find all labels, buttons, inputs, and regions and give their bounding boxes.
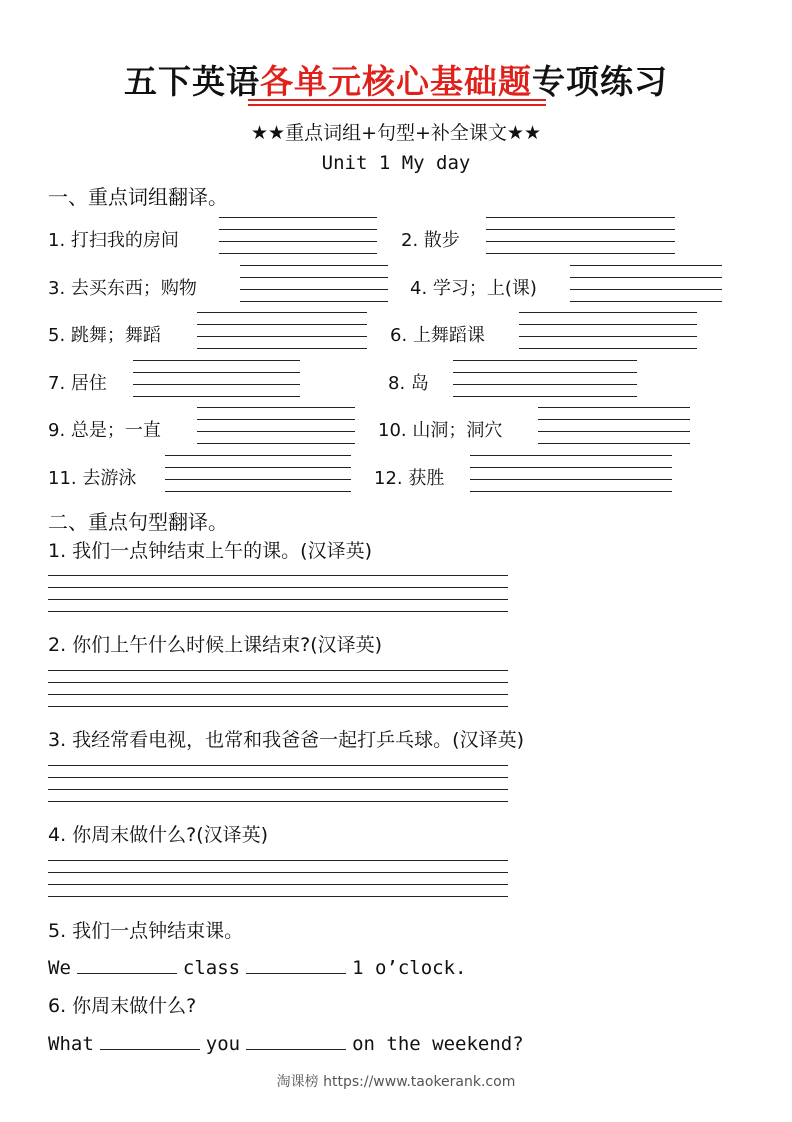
section-1-heading: 一、重点词组翻译。 [48, 185, 228, 209]
answer-line[interactable] [570, 277, 722, 278]
answer-line[interactable] [48, 575, 508, 576]
answer-line[interactable] [197, 443, 355, 444]
answer-line[interactable] [165, 479, 351, 480]
subtitle: ★★重点词组+句型+补全课文★★ [251, 122, 541, 144]
answer-line[interactable] [470, 467, 672, 468]
answer-line[interactable] [470, 491, 672, 492]
answer-line[interactable] [538, 419, 690, 420]
fill-blank[interactable] [77, 955, 177, 974]
answer-line[interactable] [48, 587, 508, 588]
fill-blank[interactable] [100, 1031, 200, 1050]
answer-line[interactable] [48, 860, 508, 861]
answer-line[interactable] [48, 682, 508, 683]
sentence-prompt: 5. 我们一点钟结束课。 [48, 920, 244, 942]
phrase-label: 1. 打扫我的房间 [48, 230, 179, 251]
phrase-label: 12. 获胜 [374, 468, 445, 489]
answer-line[interactable] [197, 431, 355, 432]
phrase-label: 6. 上舞蹈课 [390, 325, 485, 346]
answer-line[interactable] [197, 348, 367, 349]
sentence-prompt: 6. 你周末做什么? [48, 995, 197, 1017]
answer-line[interactable] [48, 896, 508, 897]
answer-line[interactable] [570, 265, 722, 266]
answer-line[interactable] [197, 407, 355, 408]
phrase-label: 5. 跳舞；舞蹈 [48, 325, 161, 346]
answer-line[interactable] [486, 253, 675, 254]
title-prefix: 五下英语 [124, 62, 260, 101]
answer-line[interactable] [219, 241, 377, 242]
fill-in-sentence [48, 955, 466, 979]
answer-line[interactable] [538, 431, 690, 432]
answer-line[interactable] [538, 407, 690, 408]
answer-line[interactable] [470, 455, 672, 456]
answer-line[interactable] [165, 455, 351, 456]
answer-line[interactable] [48, 777, 508, 778]
fill-word: We [48, 957, 71, 979]
answer-line[interactable] [240, 265, 388, 266]
answer-line[interactable] [48, 801, 508, 802]
phrase-label: 8. 岛 [388, 373, 429, 394]
phrase-label: 10. 山洞；洞穴 [378, 420, 503, 441]
sentence-prompt: 1. 我们一点钟结束上午的课。(汉译英) [48, 540, 372, 562]
answer-line[interactable] [48, 611, 508, 612]
answer-line[interactable] [133, 372, 300, 373]
answer-line[interactable] [453, 396, 637, 397]
fill-word: 1 o’clock. [352, 957, 467, 979]
phrase-label: 4. 学习；上(课) [410, 278, 537, 299]
answer-line[interactable] [48, 694, 508, 695]
answer-line[interactable] [165, 467, 351, 468]
sentence-prompt: 2. 你们上午什么时候上课结束?(汉译英) [48, 634, 383, 656]
answer-line[interactable] [133, 384, 300, 385]
answer-line[interactable] [197, 324, 367, 325]
answer-line[interactable] [486, 217, 675, 218]
phrase-label: 7. 居住 [48, 373, 107, 394]
fill-blank[interactable] [246, 1031, 346, 1050]
answer-line[interactable] [197, 419, 355, 420]
answer-line[interactable] [486, 241, 675, 242]
answer-line[interactable] [219, 253, 377, 254]
answer-line[interactable] [486, 229, 675, 230]
answer-line[interactable] [219, 229, 377, 230]
title-highlight: 各单元核心基础题 [260, 62, 532, 101]
answer-line[interactable] [240, 289, 388, 290]
answer-line[interactable] [48, 599, 508, 600]
answer-line[interactable] [519, 336, 697, 337]
footer-watermark: 淘课榜 https://www.taokerank.com [276, 1074, 516, 1090]
fill-in-sentence [48, 1031, 524, 1055]
answer-line[interactable] [570, 289, 722, 290]
phrase-label: 3. 去买东西；购物 [48, 278, 197, 299]
answer-line[interactable] [538, 443, 690, 444]
sentence-prompt: 4. 你周末做什么?(汉译英) [48, 824, 269, 846]
answer-line[interactable] [48, 872, 508, 873]
fill-word: What [48, 1033, 94, 1055]
page-title [0, 56, 792, 103]
answer-line[interactable] [48, 789, 508, 790]
answer-line[interactable] [48, 670, 508, 671]
answer-line[interactable] [453, 372, 637, 373]
answer-line[interactable] [197, 336, 367, 337]
fill-blank[interactable] [246, 955, 346, 974]
answer-line[interactable] [197, 312, 367, 313]
answer-line[interactable] [165, 491, 351, 492]
title-underline-top [248, 99, 546, 101]
phrase-label: 9. 总是；一直 [48, 420, 161, 441]
answer-line[interactable] [48, 706, 508, 707]
sentence-prompt: 3. 我经常看电视，也常和我爸爸一起打乒乓球。(汉译英) [48, 729, 524, 751]
answer-line[interactable] [219, 217, 377, 218]
answer-line[interactable] [133, 396, 300, 397]
answer-line[interactable] [453, 360, 637, 361]
answer-line[interactable] [519, 348, 697, 349]
answer-line[interactable] [240, 301, 388, 302]
fill-word: on the weekend? [352, 1033, 524, 1055]
answer-line[interactable] [453, 384, 637, 385]
phrase-label: 2. 散步 [401, 230, 460, 251]
answer-line[interactable] [48, 765, 508, 766]
answer-line[interactable] [470, 479, 672, 480]
unit-heading: Unit 1 My day [321, 152, 471, 174]
answer-line[interactable] [570, 301, 722, 302]
answer-line[interactable] [519, 324, 697, 325]
answer-line[interactable] [240, 277, 388, 278]
fill-word: you [205, 1033, 241, 1055]
answer-line[interactable] [48, 884, 508, 885]
fill-word: class [182, 957, 241, 979]
title-underline-bottom [248, 104, 546, 106]
answer-line[interactable] [519, 312, 697, 313]
title-suffix: 专项练习 [532, 62, 668, 101]
section-2-heading: 二、重点句型翻译。 [48, 510, 228, 534]
phrase-label: 11. 去游泳 [48, 468, 137, 489]
answer-line[interactable] [133, 360, 300, 361]
